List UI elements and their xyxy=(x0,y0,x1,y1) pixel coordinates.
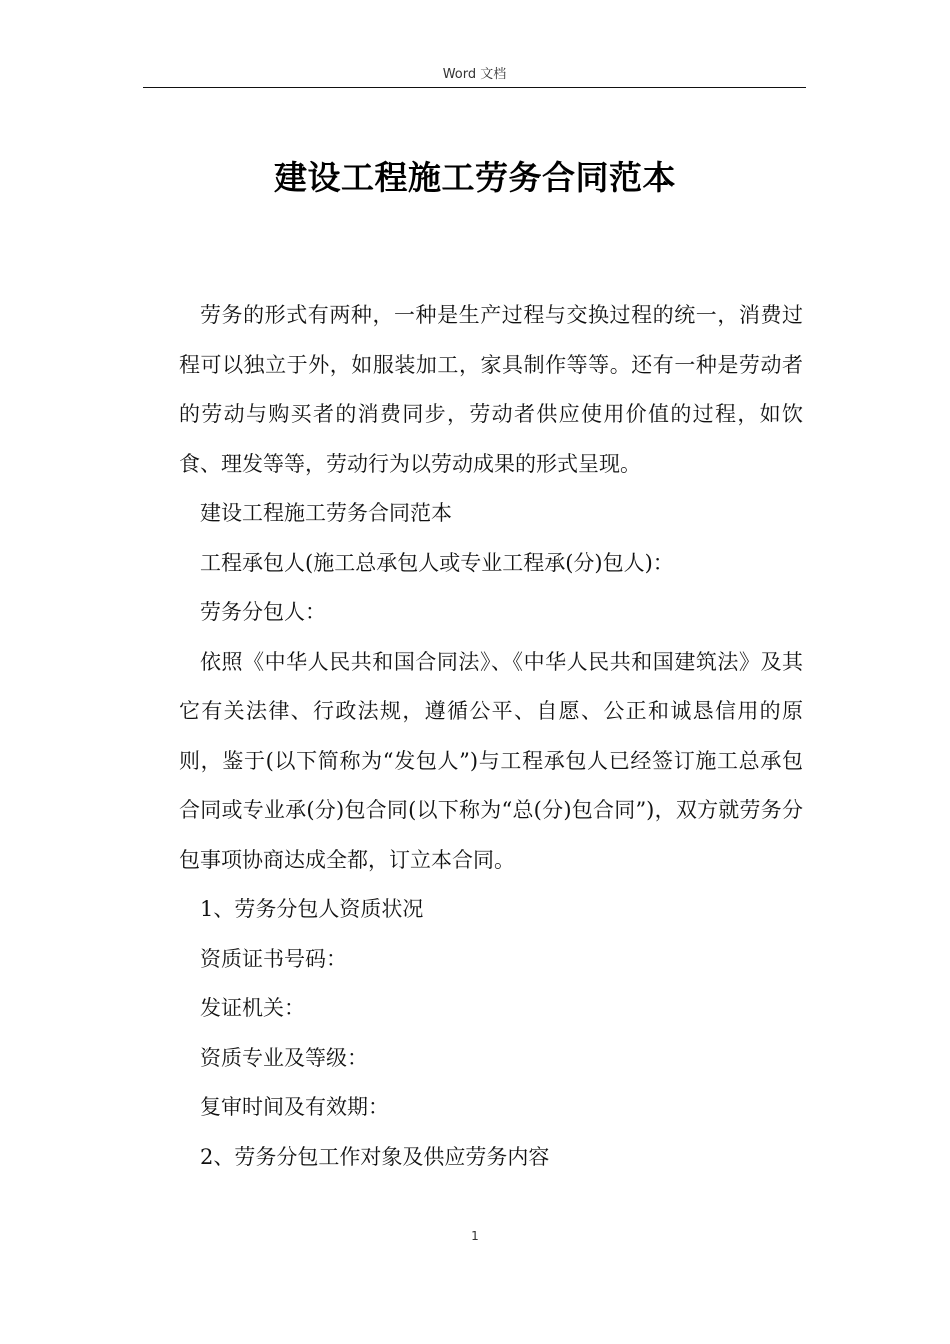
paragraph-cert-number: 资质证书号码： xyxy=(200,946,347,971)
paragraph-subcontractor: 劳务分包人： xyxy=(200,600,326,624)
paragraph-issuing-authority: 发证机关： xyxy=(200,996,305,1020)
header-divider xyxy=(143,87,806,88)
paragraph-legal-basis: 依照《中华人民共和国合同法》、《中华人民共和国建筑法》及其它有关法律、行政法规，遵循公平、自愿、公正和诚恳信用的原则，鉴于(以下简称为“发包人”)与工程承包人已经签订施工总承包合同或专业承(分)包合同(以下称为“总(分)包合同”)，双方就劳务分包事项协商达成全都，订立本合同。 xyxy=(179,649,803,872)
document-body xyxy=(179,291,803,1182)
paragraph-contractor: 工程承包人(施工总承包人或专业工程承(分)包人)： xyxy=(200,550,674,575)
paragraph-heading: 建设工程施工劳务合同范本 xyxy=(200,501,452,525)
paragraph-review-validity: 复审时间及有效期： xyxy=(200,1095,389,1119)
paragraph-qualification-level: 资质专业及等级： xyxy=(200,1045,368,1070)
paragraph-section-2: 2、劳务分包工作对象及供应劳务内容 xyxy=(200,1144,550,1169)
page-header: Word 文档 xyxy=(442,67,507,82)
paragraph-intro: 劳务的形式有两种，一种是生产过程与交换过程的统一，消费过程可以独立于外，如服装加工，家具制作等等。还有一种是劳动者的劳动与购买者的消费同步，劳动者供应使用价值的过程，如饮食、理发等等，劳动行为以劳动成果的形式呈现。 xyxy=(179,303,803,476)
page-number: 1 xyxy=(471,1229,479,1243)
paragraph-section-1: 1、劳务分包人资质状况 xyxy=(200,897,424,921)
document-title: 建设工程施工劳务合同范本 xyxy=(274,158,676,197)
